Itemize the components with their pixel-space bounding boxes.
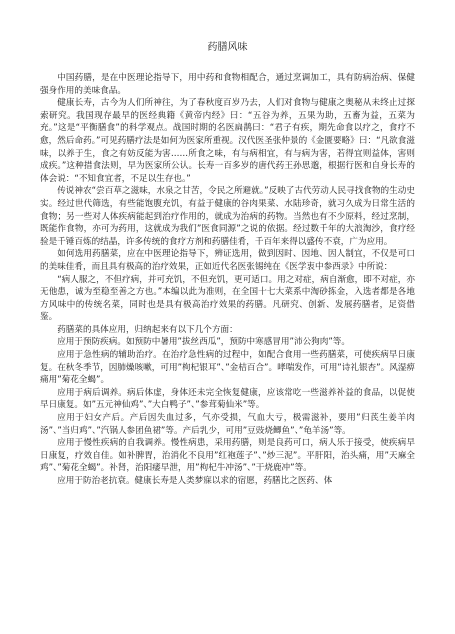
paragraph: 应用于防治老抗衰。健康长寿是人类梦寐以求的宿愿，药膳比之医药、体 xyxy=(57,476,333,486)
paragraph: 如何选用药膳菜，应在中医理论指导下，辨证选用，做到因时、因地、因人制宜，不仅是可口的美味佳肴，而且具有极高的治疗效果，正如近代名医张锡纯在《医学衷中参西录》中所说： xyxy=(40,249,415,272)
paragraph: 应用于急性病的辅助治疗。在治疗急性病的过程中，如配合食用一些药膳菜，可使疾病早日康复。在秋冬季节，因肺燥咳嗽，可用”枸杞银耳”、”金桔百合”。哮喘发作，可用”诗礼银杏”。风湿痹痛用”菊花全蝎”。 xyxy=(40,350,415,386)
paragraph: 健康长寿，古今为人们所神往，为了春秋度百岁乃去，人们对食物与健康之奥秘从未终止过探索研究。我国现存最早的医经典籍《黄帝内经》曰：“五谷为养，五果为助，五畜为益，五菜为充。”这是“平衡膳食”的科学观点。战国时期的名医扁鹊曰：“君子有疾，期先命食以疗之，食疗不愈，然后命药。”可见药膳疗法是如何为医家所重视。汉代医圣张仲景的《金匮要略》曰：“凡欲食滋味，以养于生，食之有妨反能为害……所食之味，有与病相宜，有与病为害，若得宜则益体，害则成疾。”这种措食法则，早为医家所公认。长寿一百多岁的唐代药王孙思邈，根据行医和自身长寿的体会说：“不知食宜者，不足以生存也。” xyxy=(40,98,415,184)
paragraph: 中国药膳，是在中医理论指导下，用中药和食物相配合，通过烹调加工，具有防病治病、保健强身作用的美味食品。 xyxy=(40,73,415,96)
paragraph: 传说神农“尝百草之滋味，水泉之甘苦，令民之所避就。”反映了古代劳动人民寻找食物的生动史实。经过世代筛选，有些能饱腹充饥，有益于健康的谷肉果菜、水陆珍奇，就习久成为日常生活的食物；另一些对人体疾病能起到治疗作用的，就成为治病的药物。当然也有不少原料，经过烹制，既能作食物，亦可为药用，这就成为我们”医食同源”之说的依据。经过数千年的大浪淘沙，食疗经验是千锤百炼的结晶，许多传统的食疗方剂和药膳佳肴，千百年来得以盛传不衰，广为应用。 xyxy=(40,186,415,247)
paragraph: 应用于病后调养。病后体虚，身体还未完全恢复健康，应该常吃一些滋养补益的食品，以促使早日康复。如”五元神仙鸡”、”大白鸭子”、”参茸菊仙米”等。 xyxy=(40,387,415,411)
paragraph: 药膳菜的具体应用，归纳起来有以下几个方面： xyxy=(57,324,238,335)
paragraph: 应用于预防疾病。如预防中暑用”拔丝西瓜”，预防中寒感冒用”沛公狗肉”等。 xyxy=(57,337,350,348)
paragraph: 应用于慢性疾病的自我调养。慢性病患，采用药膳，则是良药可口，病人乐于接受，使疾病早日康复，疗效自佳。如补脾胃，治消化不良用”红袍莲子”、”炒三泥”。平肝阳，治头痛，用”天麻全鸡”、”菊花全蝎”。补肾，治阳痿早泄，用”枸杞牛冲汤”、”干烧鹿冲”等。 xyxy=(40,438,415,474)
document-title: 药膳风味 xyxy=(207,42,248,53)
paragraph: 应用于妇女产后。产后因失血过多，气亦受损，气血大亏，极需滋补，要用”归芪生姜羊肉汤”、”当归鸡”、”汽锅人参团鱼裙”等。产后乳少，可用”豆豉烧鲫鱼”、”龟羊汤”等。 xyxy=(40,413,415,436)
paragraph: “病人服之，不但疗病，并可充饥，不但充饥，更可适口。用之对症，病自渐愈，即不对症，亦无他患，诚为至稳至善之方也。”本编以此为准则，在全国十七大菜系中淘砂拣金，入选者都是各地方风味中的传统名菜，同时也是具有极高治疗效果的药膳。凡研究、创新、发展药膳者，足资借鉴。 xyxy=(40,274,415,323)
